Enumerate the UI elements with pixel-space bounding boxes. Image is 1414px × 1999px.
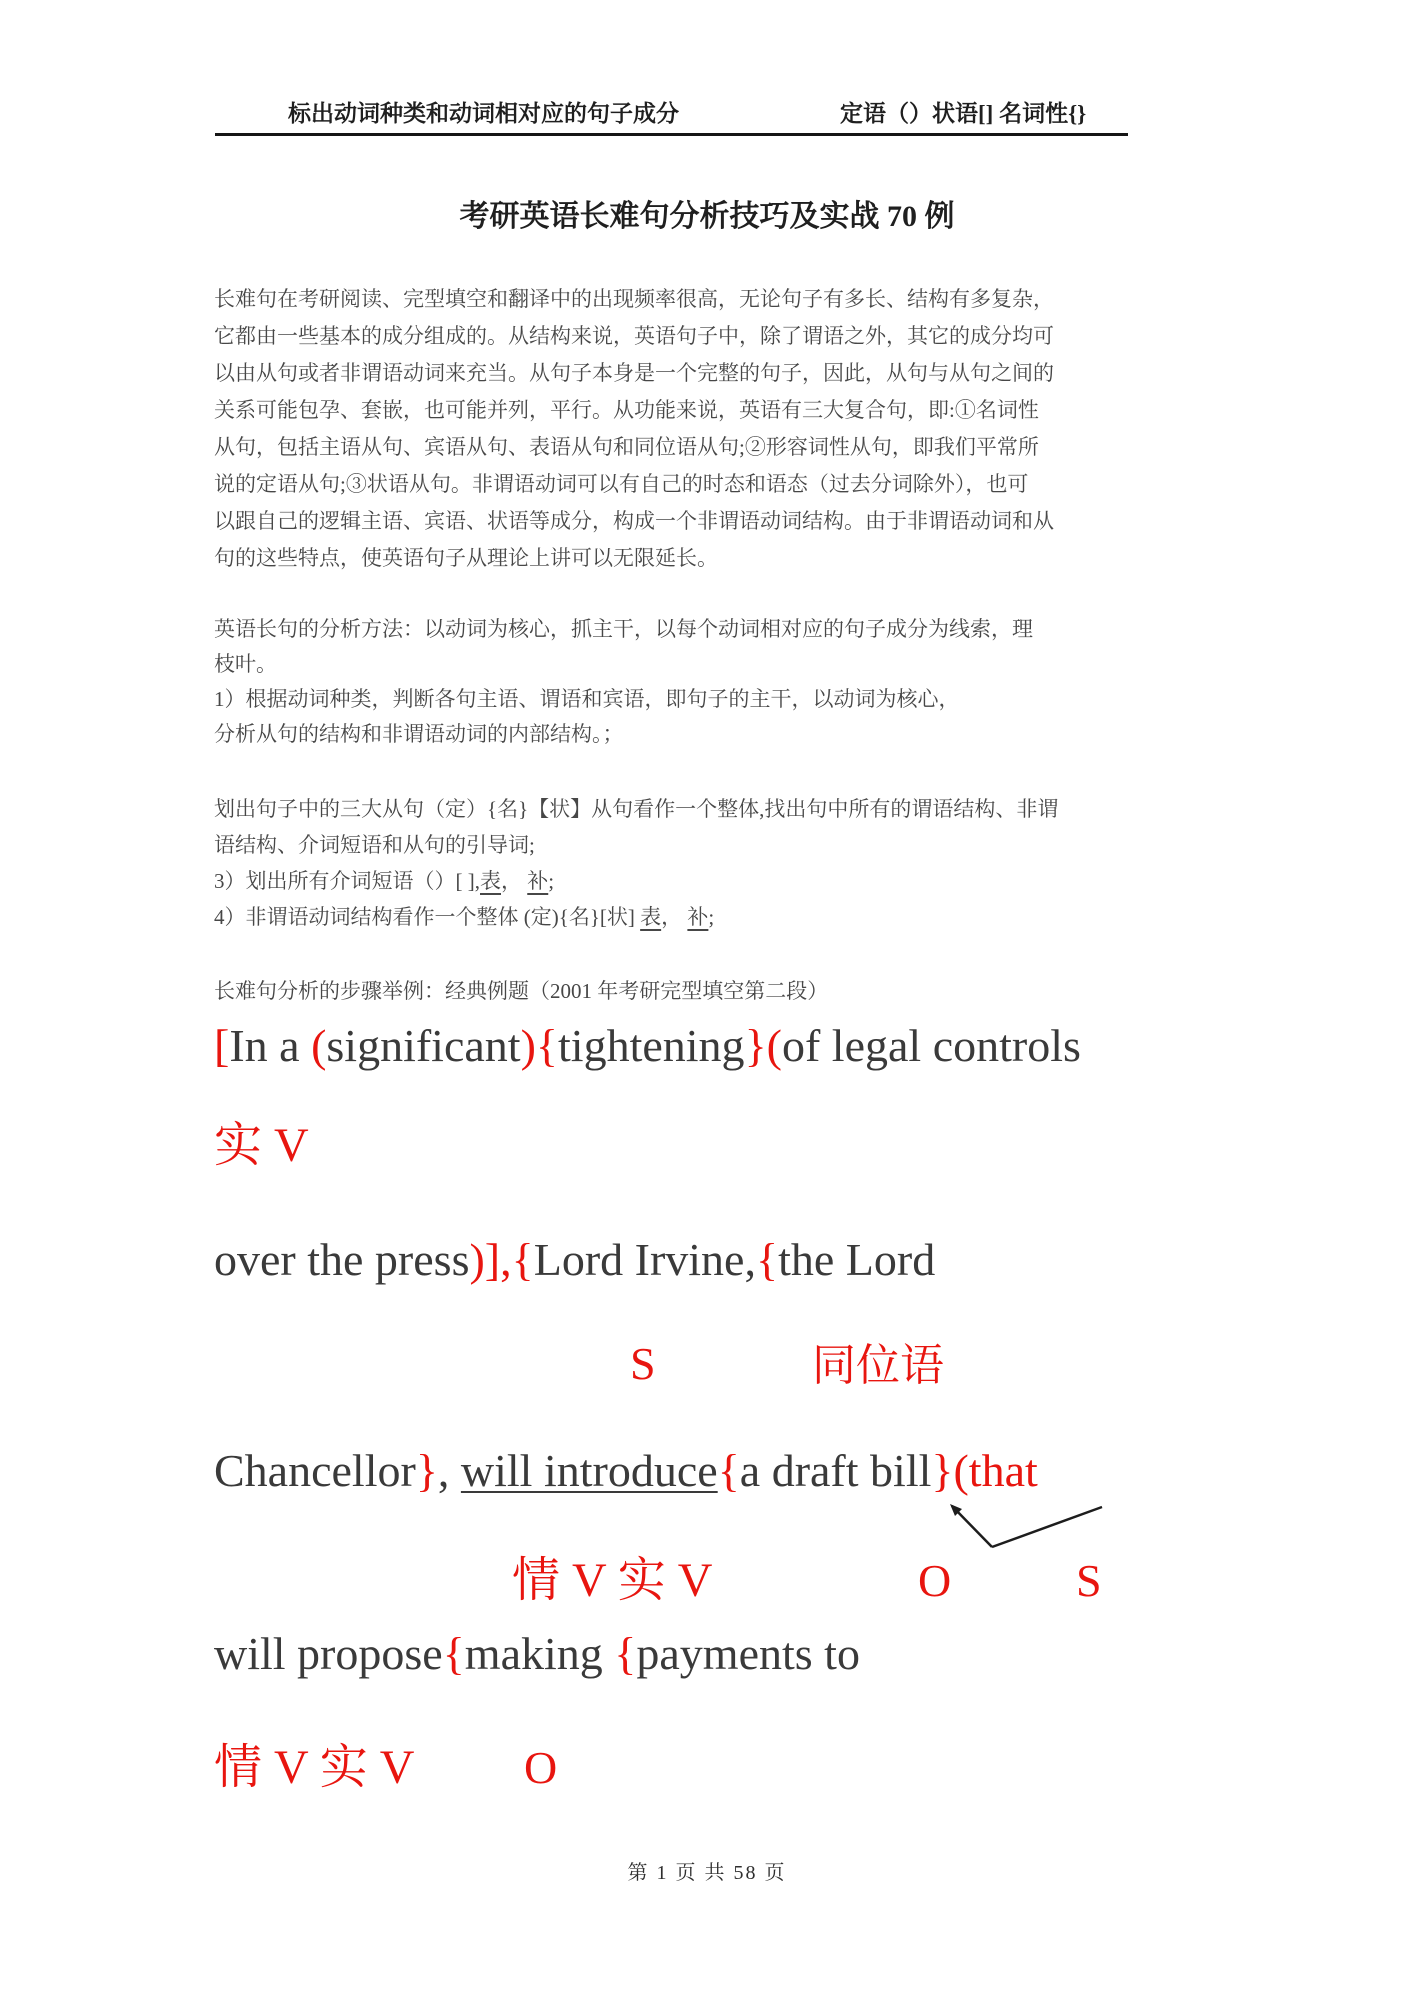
method-line: 1）根据动词种类，判断各句主语、谓语和宾语，即句子的主干，以动词为核心， [214,687,960,711]
intro-line: 关系可能包孕、套嵌，也可能并列，平行。从功能来说，英语有三大复合句，即:①名词性 [214,398,1039,422]
method-line: 分析从句的结构和非谓语动词的内部结构。； [214,722,624,746]
intro-line: 以跟自己的逻辑主语、宾语、状语等成分，构成一个非谓语动词结构。由于非谓语动词和从 [214,509,1054,533]
intro-line: 长难句在考研阅读、完型填空和翻译中的出现频率很高，无论句子有多长、结构有多复杂， [214,287,1054,311]
annotation-shi-v: 实 V [214,1119,309,1172]
intro-line: 句的这些特点，使英语句子从理论上讲可以无限延长。 [214,546,718,570]
sentence-line-4: will propose{making {payments to [214,1628,860,1679]
annotation-appositive: 同位语 [812,1341,944,1390]
intro-paragraph [214,281,1204,577]
page-title: 考研英语长难句分析技巧及实战 70 例 [459,200,955,233]
sentence-line-2: over the press)],{Lord Irvine,{the Lord [214,1234,936,1285]
steps-line: 4）非谓语动词结构看作一个整体 (定){名}[状] 表， 补; [214,905,715,929]
annotation-modal-real-verb: 情 V 实 V [512,1554,713,1607]
method-line: 枝叶。 [214,652,277,676]
header-right-text: 定语（）状语[] 名词性{} [840,101,1087,126]
annotation-modal-real-verb-2: 情 V 实 V [214,1741,415,1794]
steps-line: 划出句子中的三大从句（定）{名}【状】从句看作一个整体,找出句中所有的谓语结构、非谓 [214,797,1059,821]
method-line: 英语长句的分析方法：以动词为核心，抓主干，以每个动词相对应的句子成分为线索，理 [214,617,1033,641]
example-intro: 长难句分析的步骤举例：经典例题（2001 年考研完型填空第二段） [214,979,829,1003]
pointer-arrows [935,1492,1115,1558]
steps-line: 3）划出所有介词短语（）[ ],表， 补; [214,869,555,893]
footer-page-number: 第 1 页 共 58 页 [627,1862,787,1884]
intro-line: 从句，包括主语从句、宾语从句、表语从句和同位语从句;②形容词性从句，即我们平常所 [214,435,1039,459]
intro-line: 说的定语从句;③状语从句。非谓语动词可以有自己的时态和语态（过去分词除外），也可 [214,472,1029,496]
header-left-text: 标出动词种类和动词相对应的句子成分 [288,101,679,126]
steps-line: 语结构、介词短语和从句的引导词; [214,833,535,857]
steps-paragraph [214,791,1204,935]
sentence-line-1: [In a (significant){tightening}(of legal controls [214,1020,1081,1071]
annotation-object-2: O [524,1742,558,1793]
annotation-object: O [918,1555,952,1606]
annotation-subject-2: S [1076,1555,1102,1606]
annotation-subject: S [630,1338,656,1389]
intro-line: 它都由一些基本的成分组成的。从结构来说，英语句子中，除了谓语之外，其它的成分均可 [214,324,1054,348]
sentence-line-3: Chancellor}, will introduce{a draft bill}(that [214,1445,1038,1496]
intro-line: 以由从句或者非谓语动词来充当。从句子本身是一个完整的句子，因此，从句与从句之间的 [214,361,1054,385]
method-paragraph [214,612,1204,752]
header-rule [215,133,1128,136]
